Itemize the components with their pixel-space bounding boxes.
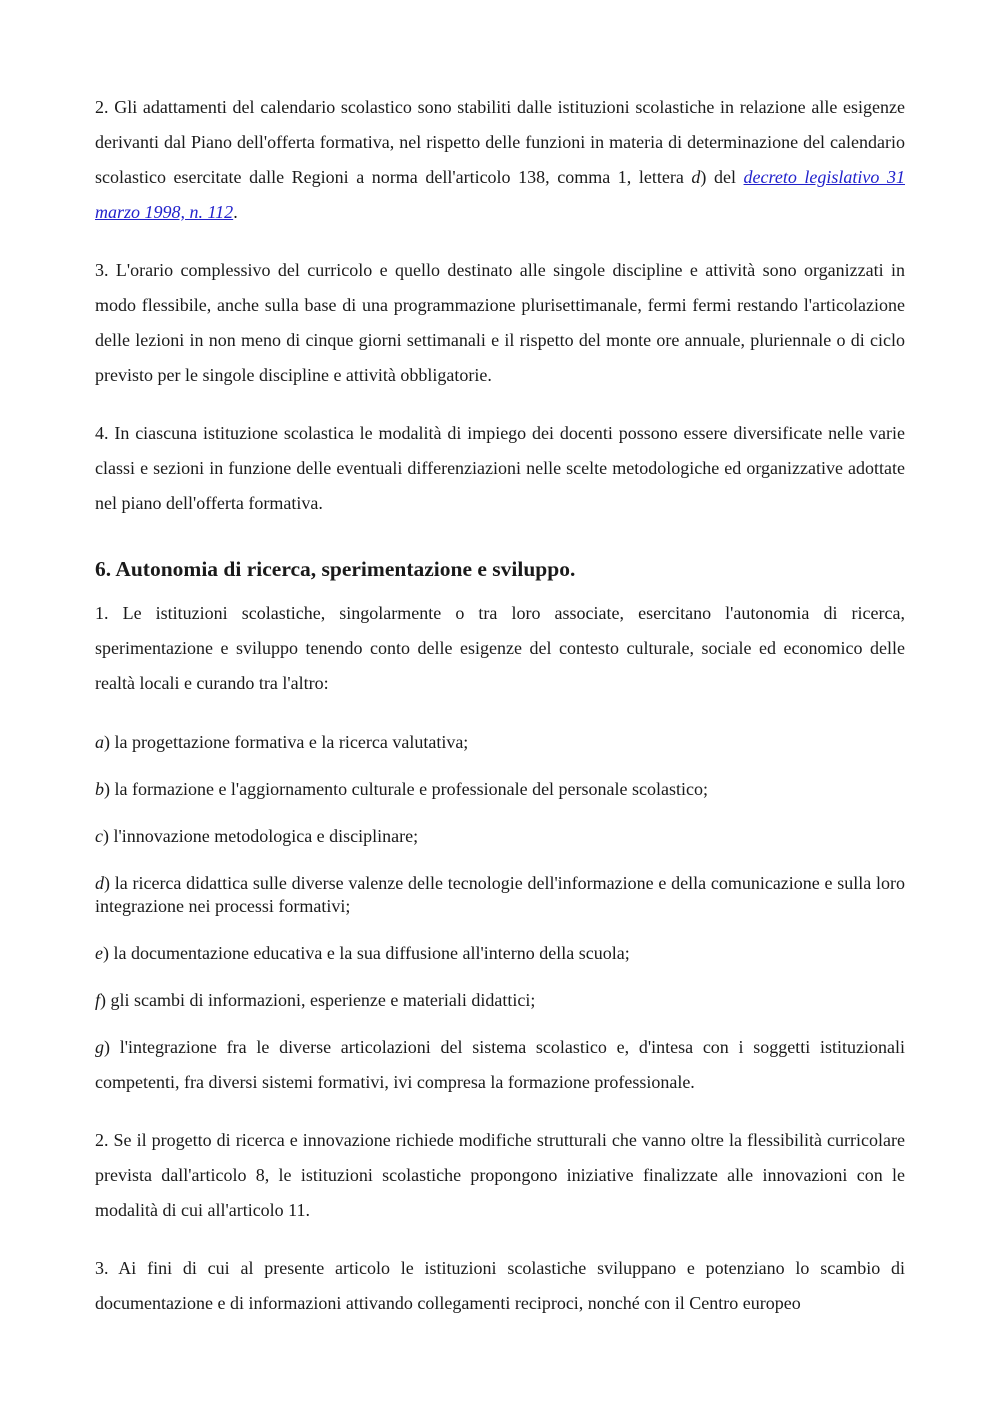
paragraph-5-3: 3. L'orario complessivo del curricolo e quello destinato alle singole discipline e attività sono organizzati in modo flessibile, anche sulla base di una programmazione plurisettimanale, fermi fermi restando l'articolazione delle lezioni in non meno di cinque giorni settimanali e il rispetto del monte ore annuale, pluriennale o di ciclo previsto per le singole discipline e attività obbligatorie. [95,260,905,385]
letter-marker: g [95,1037,104,1057]
list-item-text: ) la progettazione formativa e la ricerca valutativa; [104,732,469,752]
list-item-text: ) l'integrazione fra le diverse articolazioni del sistema scolastico e, d'intesa con i soggetti istituzionali competenti, fra diversi sistemi formativi, ivi compresa la formazione professionale. [95,1037,905,1092]
paragraph-text: 2. Gli adattamenti del calendario scolastico sono stabiliti dalle istituzioni scolastiche in relazione alle esigenze derivanti dal Piano dell'offerta formativa, nel rispetto delle funzioni in materia di determinazione del calendario scolastico esercitate dalle Regioni a norma dell'articolo 138, comma 1, lettera [95,97,905,187]
list-item-text: ) l'innovazione metodologica e disciplinare; [103,826,419,846]
section-heading: 6. Autonomia di ricerca, sperimentazione e sviluppo. [95,557,576,581]
letter-marker: d [95,873,104,893]
list-item-text: ) gli scambi di informazioni, esperienze e materiali didattici; [100,990,536,1010]
list-item-text: ) la ricerca didattica sulle diverse valenze delle tecnologie dell'informazione e della comunicazione e sulla loro integrazione nei processi formativi; [95,873,905,916]
list-item-a [95,731,905,754]
letter-marker: a [95,732,104,752]
paragraph-6-2: 2. Se il progetto di ricerca e innovazione richiede modifiche strutturali che vanno oltre la flessibilità curricolare prevista dall'articolo 8, le istituzioni scolastiche propongono iniziative finalizzate alle innovazioni con le modalità di cui all'articolo 11. [95,1130,905,1220]
list-item-g [95,1030,905,1100]
list-item-b [95,778,905,801]
list-item-text: ) la formazione e l'aggiornamento culturale e professionale del personale scolastico; [104,779,709,799]
letter-marker: f [95,990,101,1010]
list-item-c [95,825,905,848]
paragraph-5-2 [95,90,905,230]
letter-marker: c [95,826,103,846]
letter-marker: d [691,167,701,187]
paragraph-5-4: 4. In ciascuna istituzione scolastica le modalità di impiego dei docenti possono essere diversificate nelle varie classi e sezioni in funzione delle eventuali differenziazioni nelle scelte metodologiche ed organizzative adottate nel piano dell'offerta formativa. [95,423,905,513]
paragraph-text: ) del [700,167,744,187]
paragraph-6-1: 1. Le istituzioni scolastiche, singolarmente o tra loro associate, esercitano l'autonomia di ricerca, sperimentazione e sviluppo tenendo conto delle esigenze del contesto culturale, sociale ed economico delle realtà locali e curando tra l'altro: [95,603,905,693]
paragraph-6-3: 3. Ai fini di cui al presente articolo le istituzioni scolastiche sviluppano e potenziano lo scambio di documentazione e di informazioni attivando collegamenti reciproci, nonché con il Centro europeo [95,1258,905,1313]
letter-marker: e [95,943,103,963]
letter-marker: b [95,779,104,799]
decree-link[interactable]: decreto legislativo 31 marzo 1998, n. 112 [95,167,905,222]
list-item-d [95,872,905,918]
list-item-f [95,989,905,1012]
paragraph-text: . [233,202,238,222]
list-item-text: ) la documentazione educativa e la sua diffusione all'interno della scuola; [103,943,630,963]
list-item-e [95,942,905,965]
document-page [95,90,905,1321]
